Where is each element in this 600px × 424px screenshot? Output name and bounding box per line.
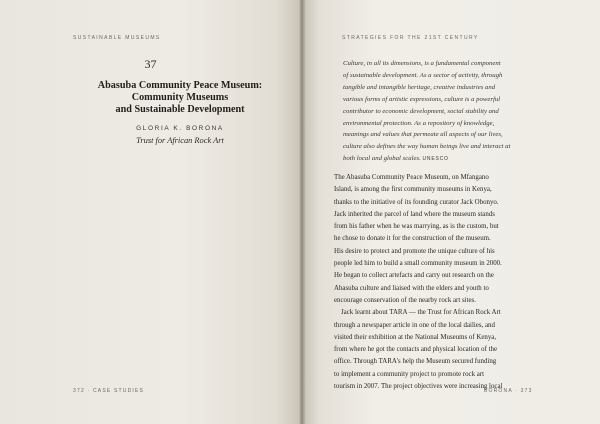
body-line: He began to collect artefacts and carry out research on the	[334, 272, 494, 280]
body-line: Island, is among the first community museums in Kenya,	[334, 186, 492, 194]
body-line: to implement a community project to promote rock art	[334, 370, 485, 378]
book-gutter	[298, 0, 306, 424]
folio-left: 372 · CASE STUDIES	[73, 388, 145, 394]
body-line: His desire to protect and promote the unique culture of his	[334, 247, 495, 255]
epigraph-line: environmental protection. As a repository of knowledge,	[343, 119, 495, 127]
epigraph-line: contributor to economic development, social stability and	[343, 107, 499, 115]
epigraph-line: various forms of artistic expressions, culture is a powerful	[343, 95, 501, 103]
body-line: Abasuba culture and liaised with the elders and youth to	[334, 284, 489, 292]
body-line: encourage conservation of the nearby rock art sites.	[334, 296, 476, 304]
body-line: The Abasuba Community Peace Museum, on Mfangano	[334, 174, 489, 181]
body-line: Jack learnt about TARA — the Trust for African Rock Art	[341, 309, 501, 317]
running-head-right: STRATEGIES FOR THE 21ST CENTURY	[342, 35, 479, 41]
epigraph-line: both local and global scales.	[343, 155, 421, 163]
epigraph-source: UNESCO	[422, 156, 449, 163]
epigraph-line: Culture, in all its dimensions, is a fundamental component	[343, 60, 501, 67]
epigraph-last-line	[343, 153, 539, 166]
chapter-number: 37	[144, 57, 157, 71]
body-line: through a newspaper article in one of the local dailies, and	[334, 321, 495, 329]
body-line: Jack inherited the parcel of land where the museum stands	[334, 210, 495, 218]
epigraph-line: tangible and intangible heritage, creative industries and	[343, 83, 496, 91]
epigraph-line: culture also defines the way human beings live and interact at	[343, 143, 511, 151]
body-line: visited their exhibition at the National Museums of Kenya,	[334, 333, 497, 341]
body-line: tourism in 2007. The project objectives were increasing local	[334, 383, 503, 391]
running-head-left: SUSTAINABLE MUSEUMS	[73, 35, 161, 41]
epigraph-line: of sustainable development. As a sector of activity, through	[343, 71, 503, 79]
epigraph-line: meanings and values that permeate all aspects of our lives,	[343, 131, 503, 139]
body-line: from his father when he was marrying, as is the custom, but	[334, 223, 499, 231]
epigraph	[343, 58, 539, 166]
body-text	[334, 172, 544, 393]
body-line: people led him to build a small community museum in 2000.	[334, 260, 502, 268]
folio-right: BORONA · 373	[484, 388, 533, 394]
chapter-title-line: Community Museums	[131, 92, 229, 103]
right-page	[302, 0, 600, 424]
body-line: he chose to donate it for the construction of the museum.	[334, 235, 491, 243]
chapter-title-line: Abasuba Community Peace Museum:	[97, 80, 263, 91]
chapter-title	[80, 80, 280, 116]
author-affiliation: Trust for African Rock Art	[136, 136, 224, 145]
body-line: from where he got the contacts and physical location of the	[334, 346, 498, 354]
body-line: thanks to the initiative of its founding curator Jack Obonyo.	[334, 198, 499, 206]
chapter-title-line: and Sustainable Development	[115, 104, 245, 115]
author-name: GLORIA K. BORONA	[136, 125, 224, 132]
body-line: office. Through TARA's help the Museum secured funding	[334, 358, 497, 366]
